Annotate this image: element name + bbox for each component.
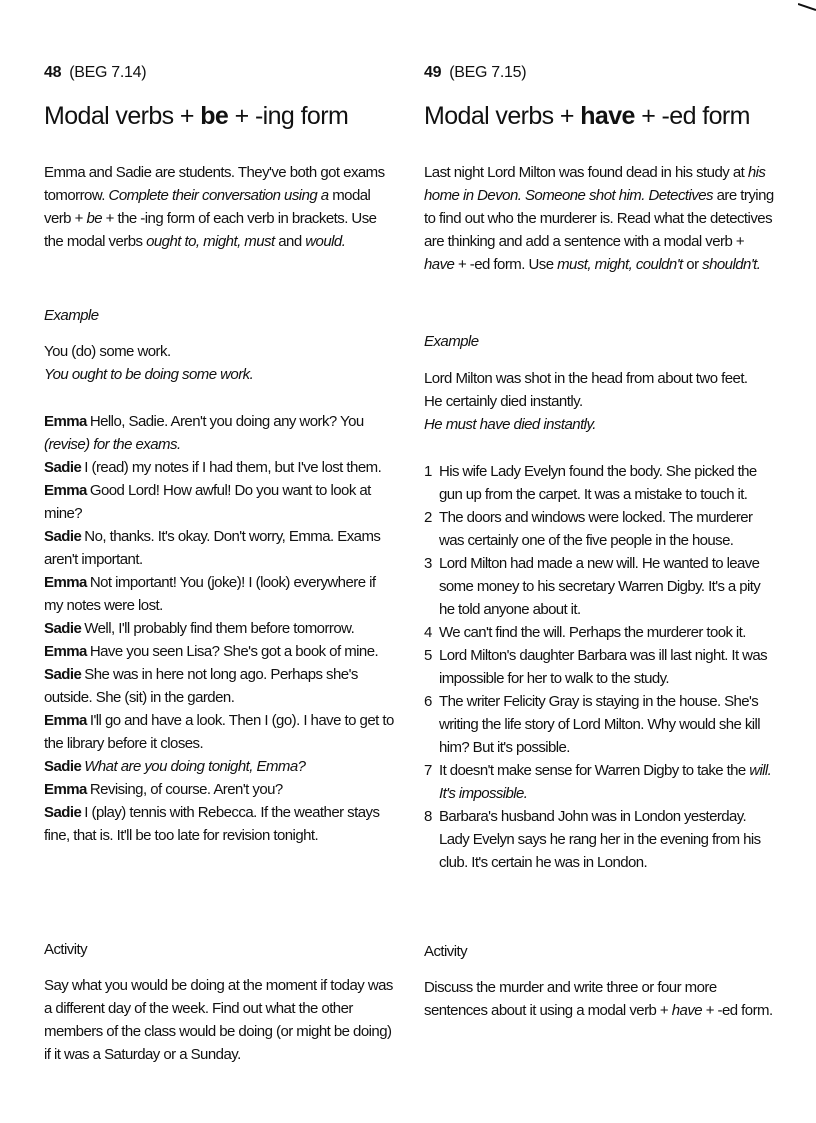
title-suffix: + -ed form xyxy=(634,102,750,130)
speaker-name: Emma xyxy=(44,574,87,591)
instructions-part: Emma and Sadie are students. They've both got exams tomorrow. xyxy=(44,164,385,204)
dialogue-text: She was in here not long ago. Perhaps she's outside. She (sit) in the garden. xyxy=(44,666,358,706)
dialogue-text: Not important! You (joke)! I (look) everywhere if my notes were lost. xyxy=(44,574,376,614)
instructions-part: ought to, might, must xyxy=(146,233,275,250)
title-suffix: + -ing form xyxy=(228,102,349,130)
dialogue-line xyxy=(44,617,394,640)
title-keyword: be xyxy=(200,102,229,130)
dialogue-text: I (read) my notes if I had them, but I've lost them. xyxy=(84,459,382,476)
activity-part: + -ed form. xyxy=(702,1002,773,1019)
exercise-item xyxy=(424,506,774,552)
dialogue-text: Hello, Sadie. Aren't you doing any work? You xyxy=(89,413,364,430)
exercise-item xyxy=(424,805,774,874)
instructions-part: his home in Devon. Someone shot him. Detectives xyxy=(424,164,766,204)
exercise-item xyxy=(424,460,774,506)
example-answer: He must have died instantly. xyxy=(424,416,596,433)
item-text: We can't find the will. Perhaps the murderer took it. xyxy=(439,624,746,641)
activity-part: have xyxy=(671,1002,703,1019)
dialogue-text: Revising, of course. Aren't you? xyxy=(89,781,283,798)
item-text: His wife Lady Evelyn found the body. She picked the gun up from the carpet. It was a mistake to touch it. xyxy=(439,463,757,503)
dialogue-text: What are you doing tonight, Emma? xyxy=(84,758,306,775)
item-text: Lord Milton had made a new will. He wanted to leave some money to his secretary Warren Digby. It's a pity he told anyone about it. xyxy=(439,555,761,618)
dialogue-text: I'll go and have a look. Then I (go). I have to get to the library before it closes. xyxy=(44,712,394,752)
instructions-part: must, might, couldn't xyxy=(557,256,683,273)
instructions-part: be xyxy=(86,210,103,227)
speaker-name: Sadie xyxy=(44,528,82,545)
instructions-part: Complete their conversation using a xyxy=(108,187,329,204)
instructions-part: would. xyxy=(305,233,346,250)
example xyxy=(424,367,774,436)
speaker-name: Emma xyxy=(44,712,87,729)
activity-label: Activity xyxy=(424,943,468,960)
dialogue-line xyxy=(44,571,394,617)
dialogue xyxy=(44,410,394,847)
dialogue-text: No, thanks. It's okay. Don't worry, Emma. Exams aren't important. xyxy=(44,528,381,568)
activity-label: Activity xyxy=(44,941,88,958)
section-title xyxy=(424,102,750,131)
item-text: will. It's impossible. xyxy=(439,762,772,802)
corner-mark xyxy=(798,2,816,12)
instructions xyxy=(424,161,774,276)
instructions-part: shouldn't. xyxy=(702,256,761,273)
speaker-name: Sadie xyxy=(44,758,82,775)
dialogue-line xyxy=(44,640,394,663)
item-text: It doesn't make sense for Warren Digby to take the xyxy=(439,762,750,779)
title-keyword: have xyxy=(580,102,635,130)
speaker-name: Sadie xyxy=(44,666,82,683)
dialogue-line xyxy=(44,525,394,571)
dialogue-line xyxy=(44,778,394,801)
speaker-name: Emma xyxy=(44,482,87,499)
item-text: The writer Felicity Gray is staying in the house. She's writing the life story of Lord Milton. Why would she kill him? But it's possible. xyxy=(439,693,760,756)
speaker-name: Emma xyxy=(44,781,87,798)
dialogue-line xyxy=(44,663,394,709)
item-number: 4 xyxy=(424,624,432,641)
instructions-part: are trying to find out who the murderer is. Read what the detectives are thinking and add a sentence with a modal verb + xyxy=(424,187,774,250)
exercise-list xyxy=(424,460,774,874)
instructions-part: and xyxy=(274,233,306,250)
exercise-item xyxy=(424,644,774,690)
speaker-name: Emma xyxy=(44,643,87,660)
example-label: Example xyxy=(424,333,479,350)
instructions-part: + -ed form. Use xyxy=(454,256,558,273)
item-text: The doors and windows were locked. The murderer was certainly one of the five people in the house. xyxy=(439,509,753,549)
page-number: 48 xyxy=(44,64,62,81)
page-reference: (BEG 7.15) xyxy=(449,64,527,81)
example-line: He certainly died instantly. xyxy=(424,393,583,410)
page-header xyxy=(424,64,526,82)
dialogue-text: (revise) for the exams. xyxy=(44,436,181,453)
instructions-part: have xyxy=(424,256,455,273)
section-title xyxy=(44,102,348,131)
item-text: Barbara's husband John was in London yesterday. Lady Evelyn says he rang her in the evening from his club. It's certain he was in London. xyxy=(439,808,761,871)
item-number: 8 xyxy=(424,808,432,825)
instructions xyxy=(44,161,394,253)
dialogue-line xyxy=(44,709,394,755)
dialogue-line xyxy=(44,410,394,456)
dialogue-line xyxy=(44,456,394,479)
exercise-item xyxy=(424,690,774,759)
instructions-part: Last night Lord Milton was found dead in his study at xyxy=(424,164,748,181)
exercise-item xyxy=(424,759,774,805)
speaker-name: Emma xyxy=(44,413,87,430)
title-prefix: Modal verbs + xyxy=(424,102,581,130)
dialogue-text: Well, I'll probably find them before tomorrow. xyxy=(84,620,355,637)
item-number: 2 xyxy=(424,509,432,526)
example-label: Example xyxy=(44,307,99,324)
dialogue-line xyxy=(44,801,394,847)
dialogue-line xyxy=(44,755,394,778)
speaker-name: Sadie xyxy=(44,459,82,476)
item-number: 6 xyxy=(424,693,432,710)
exercise-item xyxy=(424,552,774,621)
dialogue-text: Have you seen Lisa? She's got a book of mine. xyxy=(89,643,379,660)
title-prefix: Modal verbs + xyxy=(44,102,201,130)
exercise-item xyxy=(424,621,774,644)
instructions-part: modal verb + xyxy=(44,187,371,227)
speaker-name: Sadie xyxy=(44,804,82,821)
item-number: 5 xyxy=(424,647,432,664)
activity-text: Say what you would be doing at the moment if today was a different day of the week. Find out what the other members of the class would be doing (or might be doing) if it was a Saturday or a Sunday. xyxy=(44,977,393,1063)
activity-text xyxy=(424,976,774,1022)
item-text: Lord Milton's daughter Barbara was ill last night. It was impossible for her to walk to the study. xyxy=(439,647,768,687)
example-answer: You ought to be doing some work. xyxy=(44,366,254,383)
dialogue-line xyxy=(44,479,394,525)
dialogue-text: Good Lord! How awful! Do you want to look at mine? xyxy=(44,482,371,522)
instructions-part: + the -ing form of each verb in brackets. Use the modal verbs xyxy=(44,210,377,250)
speaker-name: Sadie xyxy=(44,620,82,637)
page-number: 49 xyxy=(424,64,442,81)
item-number: 3 xyxy=(424,555,432,572)
example-prompt: You (do) some work. xyxy=(44,343,171,360)
dialogue-text: I (play) tennis with Rebecca. If the weather stays fine, that is. It'll be too late for revision tonight. xyxy=(44,804,380,844)
page-header xyxy=(44,64,146,82)
activity-part: Discuss the murder and write three or four more sentences about it using a modal verb + xyxy=(424,979,717,1019)
page-reference: (BEG 7.14) xyxy=(69,64,147,81)
instructions-part: or xyxy=(682,256,703,273)
example-line: Lord Milton was shot in the head from about two feet. xyxy=(424,370,748,387)
item-number: 7 xyxy=(424,762,432,779)
item-number: 1 xyxy=(424,463,432,480)
